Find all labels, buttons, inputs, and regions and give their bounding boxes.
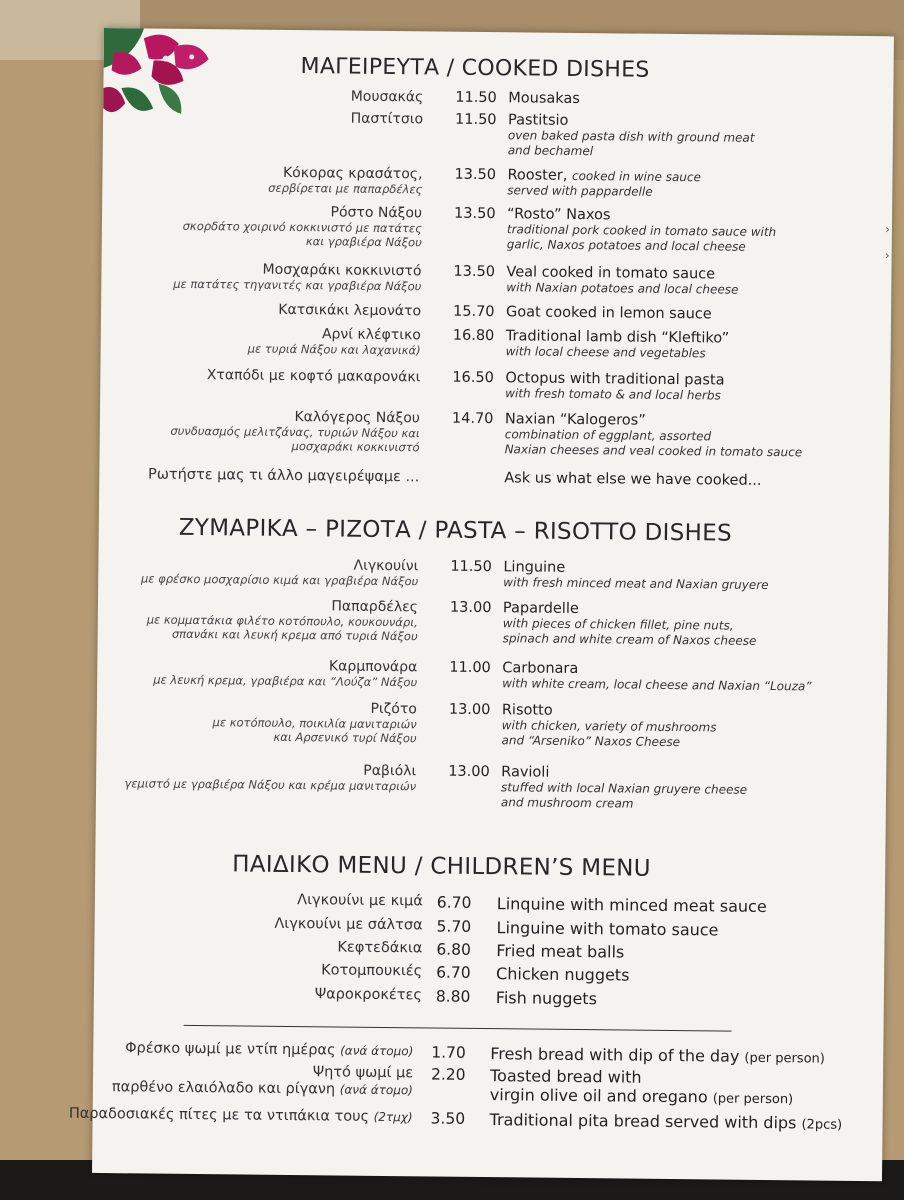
menu-item xyxy=(100,407,890,460)
greek-dish-name xyxy=(148,466,419,485)
kids-menu-item xyxy=(95,890,885,916)
dish-price: 8.80 xyxy=(435,987,471,1006)
greek-dish-name xyxy=(141,555,419,588)
kids-menu-item xyxy=(94,960,884,985)
greek-name-text: Κατσικάκι λεμονάτο xyxy=(278,301,422,320)
greek-line xyxy=(125,1040,413,1060)
greek-dish-name: Λιγκουίνι με κιμά xyxy=(297,892,423,910)
dish-price: 13.00 xyxy=(449,599,492,617)
greek-note: (ανά άτομο) xyxy=(339,1082,413,1098)
english-dish-name: Linquine with minced meat sauce xyxy=(496,894,767,916)
section-divider xyxy=(184,1025,732,1032)
greek-name-text: Παπαρδέλες xyxy=(331,598,419,616)
greek-dish-name xyxy=(182,203,422,250)
english-dish-name xyxy=(506,328,730,361)
cooked-section-title: ΜΑΓΕΙΡΕΥΤΑ / COOKED DISHES xyxy=(300,54,650,83)
greek-dish-name xyxy=(351,89,424,106)
english-line xyxy=(490,1085,794,1109)
greek-name-text: Λιγκουίνι xyxy=(353,557,419,575)
greek-description: με κομματάκια φιλέτο κοτόπουλο, κουκουνάρι, σπανάκι και λευκή κρεμα από τυριά Νάξου xyxy=(146,612,418,644)
english-name-text: Papardelle xyxy=(502,600,579,618)
english-dish-name xyxy=(490,1066,794,1109)
dish-price: 6.70 xyxy=(436,963,471,982)
dish-price: 13.00 xyxy=(448,763,490,781)
dish-price: 16.50 xyxy=(452,369,494,387)
greek-name-text: Ριζότο xyxy=(370,700,417,718)
english-dish-name xyxy=(504,470,761,489)
english-dish-name xyxy=(506,264,738,297)
greek-dish-name: Ψαροκροκέτες xyxy=(314,986,422,1004)
english-description: with local cheese and vegetables xyxy=(505,344,706,361)
english-dish-name xyxy=(505,370,724,403)
kids-section-title: ΠΑΙΔΙΚΟ MENU / CHILDREN’S MENU xyxy=(232,851,652,882)
dish-price: 13.00 xyxy=(448,701,491,719)
english-description: with chicken, variety of mushrooms and “Arseniko” Naxos Cheese xyxy=(501,718,717,750)
english-description: stuffed with local Naxian gruyere cheese and mushroom cream xyxy=(500,780,748,811)
english-name-text: Traditional lamb dish “Kleftiko” xyxy=(505,328,730,347)
english-dish-name xyxy=(507,167,701,200)
greek-dish-name xyxy=(248,326,421,358)
english-note: (per person) xyxy=(744,1050,825,1067)
greek-name-text: παρθένο ελαιόλαδο και ρίγανη xyxy=(111,1079,336,1098)
dish-price: 6.70 xyxy=(436,893,472,912)
english-name-text: Traditional pita bread served with dips xyxy=(489,1110,797,1133)
greek-dish-name xyxy=(212,699,417,745)
dish-price: 11.50 xyxy=(450,558,492,576)
english-dish-name xyxy=(503,600,757,649)
greek-dish-name xyxy=(69,1106,413,1127)
greek-description: με φρέσκο μοσχαρίσιο κιμά και γραβιέρα Νάξου xyxy=(140,571,419,589)
greek-name-text: Ρόστο Νάξου xyxy=(330,204,423,222)
english-dish-name xyxy=(507,206,777,255)
english-name-text: Linguine xyxy=(503,559,566,576)
menu-item xyxy=(97,698,887,750)
dish-price: 1.70 xyxy=(431,1043,466,1062)
menu-item xyxy=(102,202,892,254)
english-dish-name xyxy=(501,764,747,813)
menu-item xyxy=(97,656,887,694)
menu-item xyxy=(102,260,892,297)
dish-price: 11.00 xyxy=(449,659,491,677)
english-name-text: Fresh bread with dip of the day xyxy=(490,1044,740,1066)
english-name-text: Naxian “Kalogeros” xyxy=(504,411,646,429)
english-dish-name xyxy=(490,1044,825,1069)
english-name-text: Octopus with traditional pasta xyxy=(505,370,725,389)
greek-description: σερβίρεται με παπαρδέλες xyxy=(268,180,423,197)
menu-item xyxy=(101,324,891,361)
english-description: served with pappardelle xyxy=(507,183,653,199)
greek-note: (2τμχ) xyxy=(373,1109,413,1125)
english-dish-name xyxy=(501,702,716,750)
english-name-text: Ask us what else we have cooked... xyxy=(504,470,762,489)
dish-price: 13.50 xyxy=(453,205,496,223)
greek-name-text: Χταπόδι με κοφτό μακαρονάκι xyxy=(206,367,421,386)
english-name-text: Carbonara xyxy=(502,660,579,678)
greek-name-text: Μουσακάς xyxy=(350,88,424,106)
dish-price: 11.50 xyxy=(455,89,497,107)
english-dish-name xyxy=(506,304,712,322)
dish-price: 6.80 xyxy=(436,940,471,959)
dish-price: 11.50 xyxy=(454,111,497,129)
greek-dish-name xyxy=(268,165,422,197)
dish-price: 16.80 xyxy=(452,327,495,345)
greek-name-text: Φρέσκο ψωμί με ντίπ ημέρας xyxy=(125,1040,336,1059)
menu-item xyxy=(99,466,889,489)
english-name-text: Goat cooked in lemon sauce xyxy=(505,304,712,323)
greek-dish-name xyxy=(124,760,416,793)
english-dish-name xyxy=(503,559,769,593)
menu-item xyxy=(103,163,893,199)
greek-description: γεμιστό με γραβιέρα Νάξου και κρέμα μανιταριών xyxy=(124,776,417,794)
menu-item xyxy=(96,760,886,811)
greek-dish-name xyxy=(147,596,419,643)
english-dish-name xyxy=(502,660,812,694)
english-dish-name xyxy=(489,1110,842,1135)
greek-name-text: Καλόγερος Νάξου xyxy=(294,409,421,427)
english-description: traditional pork cooked in tomato sauce with garlic, Naxos potatoes and local cheese xyxy=(506,222,777,254)
english-name-text: Rooster, xyxy=(507,167,568,184)
greek-name-text: Ραβιόλι xyxy=(363,762,417,780)
english-line xyxy=(489,1110,842,1135)
english-dish-name xyxy=(508,90,580,107)
dish-price: 14.70 xyxy=(451,410,494,428)
pasta-section-title: ΖΥΜΑΡΙΚΑ – ΡΙΖΟΤΑ / PASTA – RISOTTO DISHES xyxy=(178,514,733,547)
dish-price: 3.50 xyxy=(430,1109,466,1128)
greek-name-text: Ψητό ψωμί με xyxy=(312,1064,414,1082)
english-name-text: Mousakas xyxy=(508,90,580,107)
english-name-text: Ravioli xyxy=(501,764,550,781)
english-description: combination of eggplant, assorted Naxian cheeses and veal cooked in tomato sauce xyxy=(504,427,803,460)
menu-item xyxy=(100,366,890,403)
greek-dish-name xyxy=(112,1062,413,1099)
english-description: with fresh minced meat and Naxian gruyere xyxy=(503,575,769,592)
bougainvillea-flower-icon xyxy=(103,28,234,139)
greek-dish-name xyxy=(278,302,421,319)
greek-line xyxy=(112,1079,413,1099)
english-description: with Naxian potatoes and local cheese xyxy=(506,280,739,297)
menu-item xyxy=(98,555,888,592)
greek-description: με λευκή κρεμα, γραβιέρα και “Λούζα” Νάξου xyxy=(153,672,418,690)
english-note: (2pcs) xyxy=(801,1117,843,1133)
greek-name-text: Κόκορας κρασάτος, xyxy=(282,164,423,183)
dish-price: 15.70 xyxy=(452,303,495,321)
greek-dish-name: Κεφτεδάκια xyxy=(337,939,423,957)
dish-price: 13.50 xyxy=(453,263,496,281)
dish-price: 5.70 xyxy=(436,917,472,936)
english-name-text: Toasted bread with xyxy=(489,1066,642,1087)
english-description: with white cream, local cheese and Naxian “Louza” xyxy=(502,676,812,694)
greek-dish-name xyxy=(170,408,420,455)
page-edge-mark: › xyxy=(885,222,891,237)
greek-name-text: Παραδοσιακές πίτες με τα ντιπάκια τους xyxy=(68,1105,370,1125)
dish-price: 2.20 xyxy=(430,1065,466,1084)
greek-dish-name: Λιγκουίνι με σάλτσα xyxy=(274,915,423,934)
greek-description: με τυριά Νάξου και λαχανικά) xyxy=(247,341,421,358)
english-description: oven baked pasta dish with ground meat and bechamel xyxy=(507,128,755,159)
greek-name-text: Μοσχαράκι κοκκινιστό xyxy=(262,261,422,280)
greek-name-text: Καρμπονάρα xyxy=(328,658,418,676)
greek-dish-name xyxy=(351,111,424,128)
english-line xyxy=(490,1044,825,1069)
english-dish-name: Fried meat balls xyxy=(496,941,625,962)
english-name-text: virgin olive oil and oregano xyxy=(489,1085,708,1107)
english-description: with pieces of chicken fillet, pine nuts, spinach and white cream of Naxos cheese xyxy=(502,616,757,648)
greek-name-text: Παστίτσιο xyxy=(350,110,424,128)
english-dish-name: Fish nuggets xyxy=(495,988,598,1009)
greek-line xyxy=(69,1106,413,1127)
kids-menu-item xyxy=(94,984,884,1009)
greek-dish-name xyxy=(207,367,421,385)
greek-note: (ανά άτομο) xyxy=(340,1043,414,1059)
greek-name-text: Αρνί κλέφτικο xyxy=(321,326,421,344)
english-name-text: Pastitsio xyxy=(507,112,569,129)
english-name-text: Veal cooked in tomato sauce xyxy=(506,264,716,283)
english-dish-name xyxy=(505,411,803,460)
greek-description: με πατάτες τηγανιτές και γραβιέρα Νάξου xyxy=(173,276,422,294)
english-description: with fresh tomato & and local herbs xyxy=(505,386,721,403)
page-edge-mark: › xyxy=(884,248,890,263)
kids-menu-item xyxy=(94,937,884,962)
menu-item xyxy=(101,300,891,323)
greek-dish-name xyxy=(125,1040,413,1060)
greek-dish-name xyxy=(153,657,417,690)
english-inline-description: cooked in wine sauce xyxy=(571,168,702,185)
menu-page xyxy=(68,28,894,1181)
english-dish-name: Linguine with tomato sauce xyxy=(496,918,719,940)
english-name-text: “Rosto” Naxos xyxy=(506,206,611,224)
english-name-text: Risotto xyxy=(501,702,553,719)
greek-description: συνδυασμός μελιτζάνας, τυριών Νάξου και μοσχαράκι κοκκινιστό xyxy=(170,423,420,455)
greek-name-text: Ρωτήστε μας τι άλλο μαγειρέψαμε ... xyxy=(147,466,420,486)
bread-item xyxy=(93,1040,883,1067)
english-dish-name: Chicken nuggets xyxy=(496,964,630,985)
english-note: (per person) xyxy=(712,1091,794,1108)
greek-dish-name: Κοτομπουκιές xyxy=(321,962,423,980)
dish-price: 13.50 xyxy=(454,166,497,184)
greek-dish-name xyxy=(173,261,421,294)
greek-description: με κοτόπουλο, ποικιλία μανιταριών και Αρσενικό τυρί Νάξου xyxy=(212,715,417,746)
english-dish-name xyxy=(508,112,755,161)
menu-item xyxy=(98,596,888,648)
greek-description: σκορδάτο χοιρινό κοκκινιστό με πατάτες και γραβιέρα Νάξου xyxy=(182,218,422,250)
